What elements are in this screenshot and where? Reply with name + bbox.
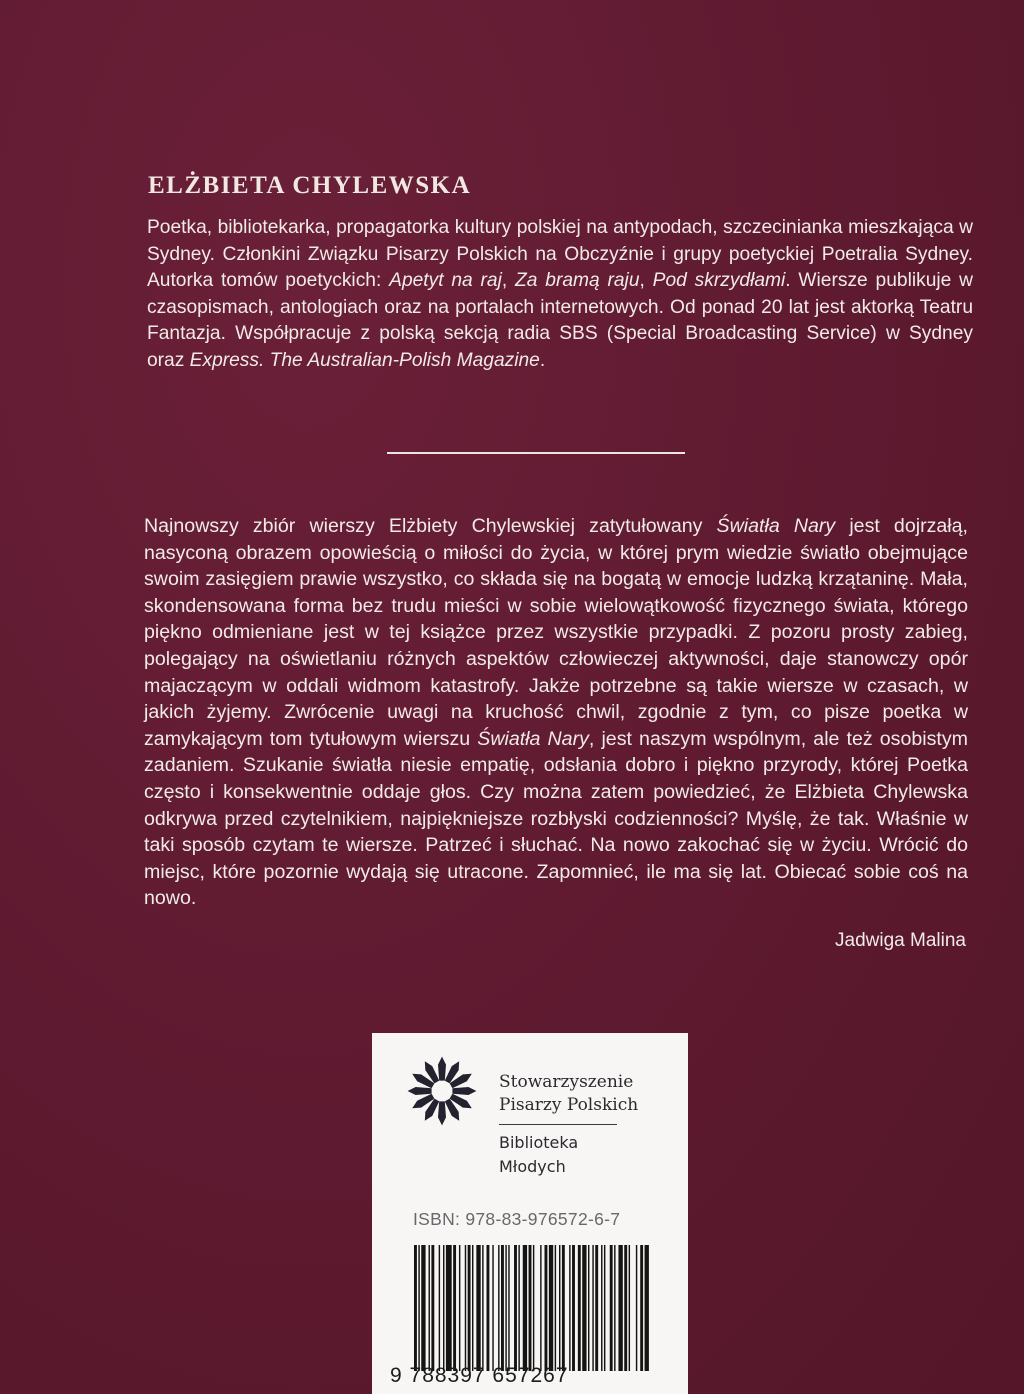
barcode-bar: [582, 1245, 586, 1371]
magazine-title: Express. The Australian-Polish Magazine: [189, 349, 540, 371]
barcode-bar: [523, 1245, 527, 1371]
barcode-bar: [459, 1245, 460, 1371]
barcode-bar: [595, 1245, 598, 1371]
barcode-bar: [569, 1245, 570, 1371]
barcode: [414, 1245, 650, 1371]
barcode-bar: [555, 1245, 556, 1371]
barcode-bar: [562, 1245, 565, 1371]
barcode-bar: [492, 1245, 493, 1371]
barcode-bar: [624, 1245, 627, 1371]
publisher-rule: [499, 1124, 617, 1125]
barcode-bar: [439, 1245, 440, 1371]
barcode-bar: [640, 1245, 643, 1371]
barcode-bar: [588, 1245, 589, 1371]
barcode-bar: [465, 1245, 466, 1371]
publisher-name: [499, 1071, 638, 1117]
bio-separator: ,: [501, 270, 516, 291]
barcode-bar: [472, 1245, 473, 1371]
bio-text-2: . Wiersze publikuje w czasopismach, antologiach oraz na portalach internetowych. Od ponad 20 lat jest aktorką Teatru Fantazja. Współpracuje z polską sekcją radia SBS (Special Broadcasting Service) w Sydney oraz: [147, 270, 973, 371]
blurb-text-1: Najnowszy zbiór wierszy Elżbiety Chylewskiej zatytułowany: [144, 515, 717, 537]
barcode-bar: [446, 1245, 452, 1371]
barcode-digits: 9 788397 657267: [390, 1364, 569, 1387]
blurb-text-3: , jest naszym wspólnym, ale też osobistym zadaniem. Szukanie światła niesie empatię, odsłania dobro i piękno przyrody, której Poetka często i konsekwentnie oddaje głos. Czy można zatem powiedzieć, że Elżbieta Chylewska odkrywa przed czytelnikiem, najpiękniejsze rozbłyski codzienności? Myślę, że tak. Właśnie w taki sposób czytam te wiersze. Patrzeć i słuchać. Na nowo zakochać się w życiu. Wrócić do miejsc, które pozornie wydają się utracone. Zapomnieć, ile ma się lat. Obiecać sobie coś na nowo.: [144, 727, 968, 910]
barcode-bar: [514, 1245, 517, 1371]
barcode-bar: [549, 1245, 553, 1371]
barcode-bar: [540, 1245, 541, 1371]
barcode-bar: [578, 1245, 581, 1371]
series-name: [499, 1131, 578, 1179]
barcode-bar: [604, 1245, 605, 1371]
barcode-bar: [431, 1245, 434, 1371]
barcode-bar: [418, 1245, 419, 1371]
barcode-bar: [453, 1245, 456, 1371]
barcode-bar: [592, 1245, 593, 1371]
publisher-panel: [372, 1033, 688, 1394]
publisher-name-line-2: Pisarzy Polskich: [499, 1095, 639, 1115]
series-name-line-2: Młodych: [499, 1157, 566, 1176]
barcode-bar: [501, 1245, 504, 1371]
barcode-bar: [533, 1245, 534, 1371]
bio-end: .: [539, 349, 546, 371]
barcode-bar: [618, 1245, 622, 1371]
author-bio: [147, 215, 973, 374]
barcode-bar: [518, 1245, 519, 1371]
barcode-bar: [487, 1245, 490, 1371]
barcode-bar: [429, 1245, 430, 1371]
section-divider: [387, 452, 685, 454]
barcode-bar: [482, 1245, 483, 1371]
barcode-bar: [572, 1245, 575, 1371]
barcode-bar: [421, 1245, 425, 1371]
blurb-signature: Jadwiga Malina: [835, 930, 966, 951]
barcode-bar: [629, 1245, 630, 1371]
barcode-bar: [508, 1245, 509, 1371]
series-name-line-1: Biblioteka: [499, 1133, 579, 1152]
barcode-bar: [545, 1245, 548, 1371]
poem-title: Światła Nary: [477, 727, 589, 750]
barcode-bar: [601, 1245, 602, 1371]
barcode-bar: [505, 1245, 506, 1371]
barcode-bar: [645, 1245, 649, 1371]
barcode-bar: [476, 1245, 480, 1371]
book-title-apetyt: Apetyt na raj: [389, 270, 502, 291]
barcode-bar: [443, 1245, 444, 1371]
star-flower-icon: [402, 1051, 482, 1131]
isbn-label: ISBN: 978-83-976572-6-7: [413, 1209, 621, 1229]
bio-text-1: Poetka, bibliotekarka, propagatorka kultury polskiej na antypodach, szczecinianka mieszkająca w Sydney. Członkini Związku Pisarzy Polskich na Obczyźnie i grupy poetyckiej Poetralia Sydney. Autorka tomów poetyckich:: [147, 217, 973, 291]
book-title: Światła Nary: [716, 515, 836, 537]
barcode-bar: [614, 1245, 615, 1371]
blurb-text-2: jest dojrzałą, nasyconą obrazem opowieścią o miłości do życia, w której prym wiedzie światło obejmujące swoim zasięgiem prawie wszystko, co składa się na bogatą w emocje ludzką krzątaninę. Mała, skondensowana forma bez trudu mieści w sobie wielowątkowość fizycznego świata, którego piękno odmieniane jest w tej książce przez wszystkie przypadki. Z pozoru prosty zabieg, polegający na oświetlaniu różnych aspektów człowieczej aktywności, daje stanowczy opór majaczącym w oddali widmom katastrofy. Jakże potrzebne są takie wiersze w czasach, w jakich żyjemy. Zwrócenie uwagi na kruchość chwil, zgodnie z tym, co pisze poetka w zamykającym tom tytułowym wierszu: [144, 515, 968, 750]
bio-separator: ,: [639, 270, 653, 291]
book-title-za-brama: Za bramą raju: [515, 270, 640, 291]
book-title-pod-skrzydlami: Pod skrzydłami: [652, 270, 786, 291]
barcode-bar: [636, 1245, 637, 1371]
barcode-bar: [529, 1245, 532, 1371]
barcode-bar: [610, 1245, 613, 1371]
publisher-name-line-1: Stowarzyszenie: [499, 1072, 634, 1092]
book-blurb: [144, 513, 968, 912]
barcode-bar: [468, 1245, 471, 1371]
barcode-bar: [498, 1245, 499, 1371]
barcode-bar: [559, 1245, 560, 1371]
author-name: ELŻBIETA CHYLEWSKA: [148, 172, 472, 199]
barcode-bar: [414, 1245, 417, 1371]
